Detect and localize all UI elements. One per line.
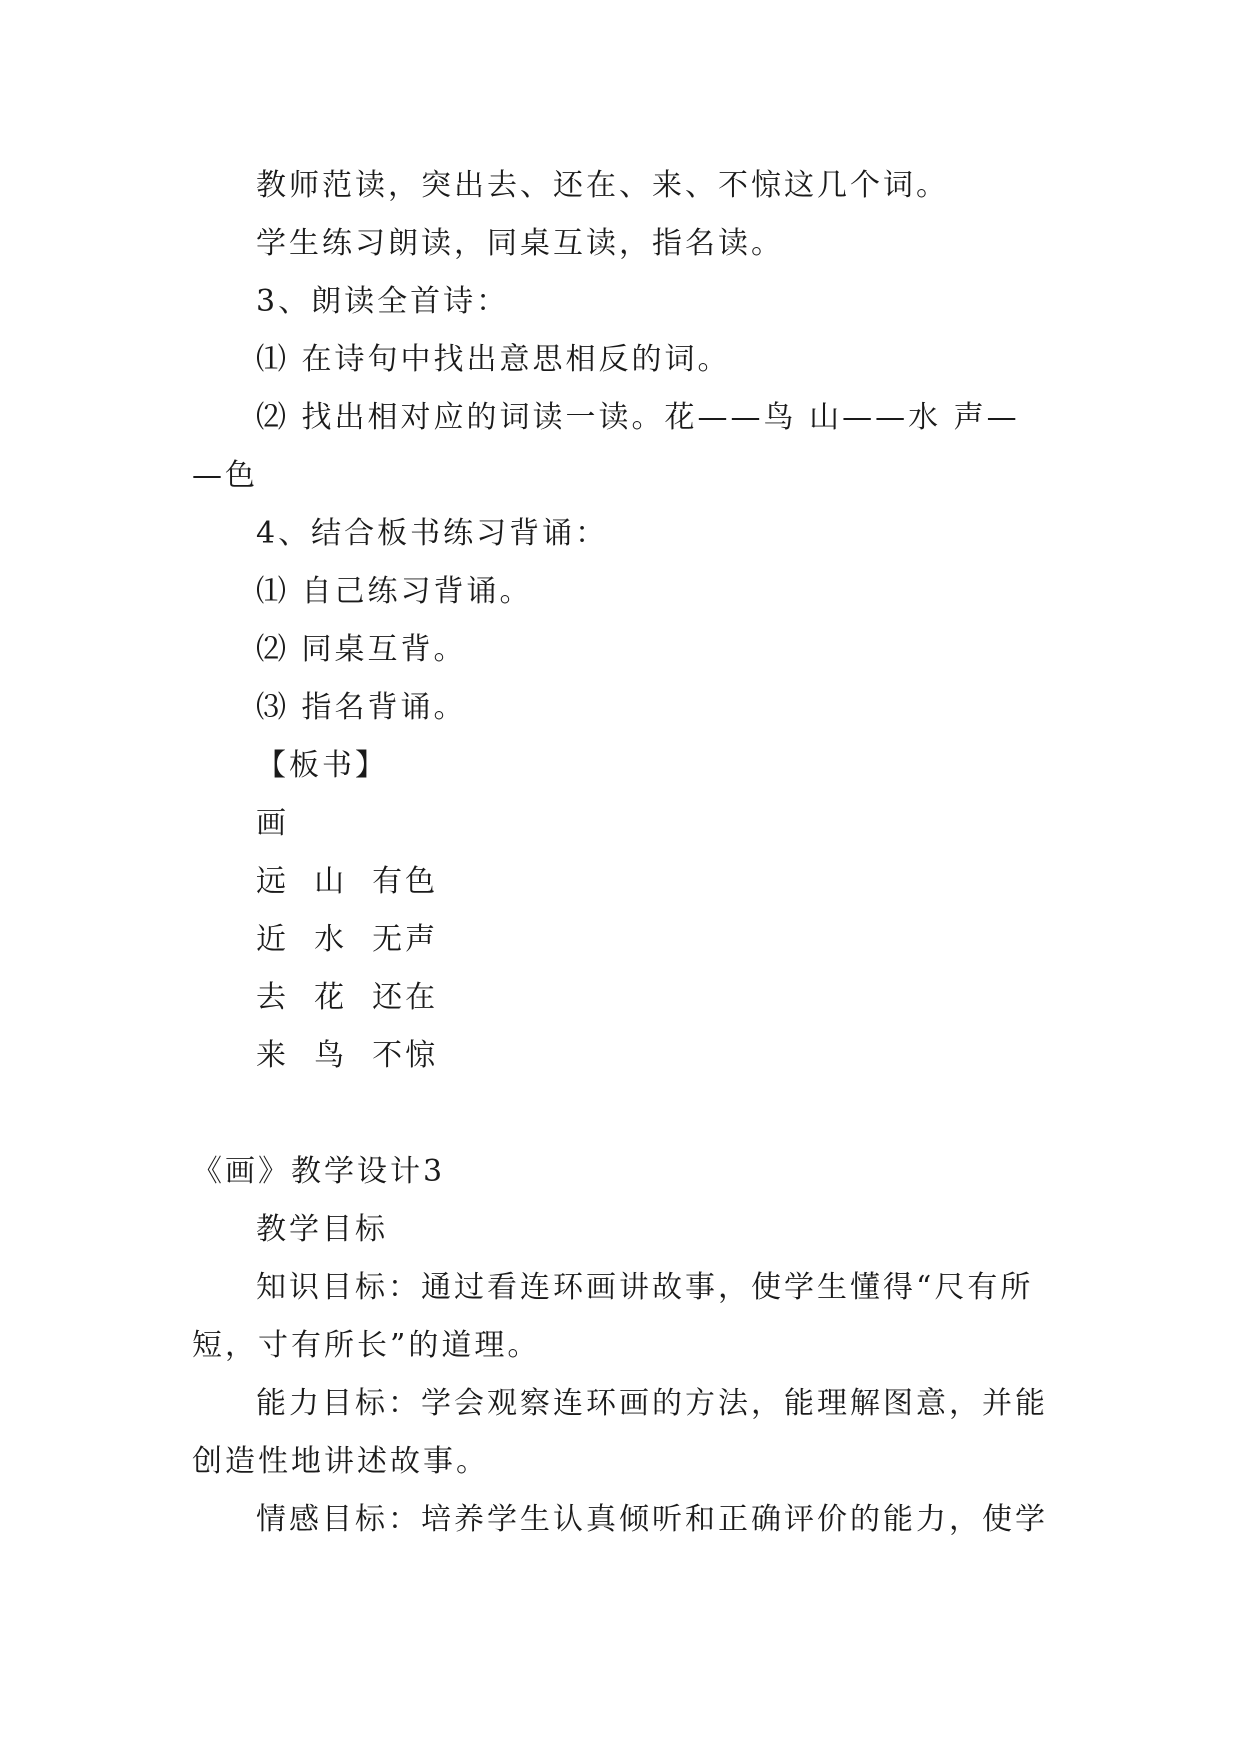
blackboard-heading: 【板书】 — [256, 748, 388, 783]
section-heading: 教学目标 — [256, 1212, 388, 1247]
list-item: ⑶ 指名背诵。 — [256, 690, 467, 725]
blackboard-row: 去 花 还在 — [256, 980, 439, 1015]
blackboard-row: 远 山 有色 — [256, 864, 439, 899]
paragraph-line: 创造性地讲述故事。 — [192, 1444, 489, 1479]
paragraph-line: 教师范读，突出去、还在、来、不惊这几个词。 — [256, 168, 949, 203]
paragraph-line: 能力目标：学会观察连环画的方法，能理解图意，并能 — [256, 1386, 1048, 1421]
document-title: 《画》教学设计3 — [192, 1154, 446, 1189]
list-item: ⑴ 在诗句中找出意思相反的词。 — [256, 342, 731, 377]
section-heading: 4、结合板书练习背诵： — [256, 516, 609, 551]
section-heading: 3、朗读全首诗： — [256, 284, 510, 319]
list-item: ⑵ 同桌互背。 — [256, 632, 467, 667]
paragraph-line: 短，寸有所长”的道理。 — [192, 1328, 541, 1363]
paragraph-line: —色 — [192, 458, 258, 493]
paragraph-line: 学生练习朗读，同桌互读，指名读。 — [256, 226, 784, 261]
blackboard-title: 画 — [256, 806, 289, 841]
paragraph-line: 情感目标：培养学生认真倾听和正确评价的能力，使学 — [256, 1502, 1048, 1537]
list-item: ⑵ 找出相对应的词读一读。花——鸟 山——水 声— — [256, 400, 1020, 435]
list-item: ⑴ 自己练习背诵。 — [256, 574, 533, 609]
paragraph-line: 知识目标：通过看连环画讲故事，使学生懂得“尺有所 — [256, 1270, 1034, 1305]
blackboard-row: 来 鸟 不惊 — [256, 1038, 439, 1073]
blackboard-row: 近 水 无声 — [256, 922, 439, 957]
